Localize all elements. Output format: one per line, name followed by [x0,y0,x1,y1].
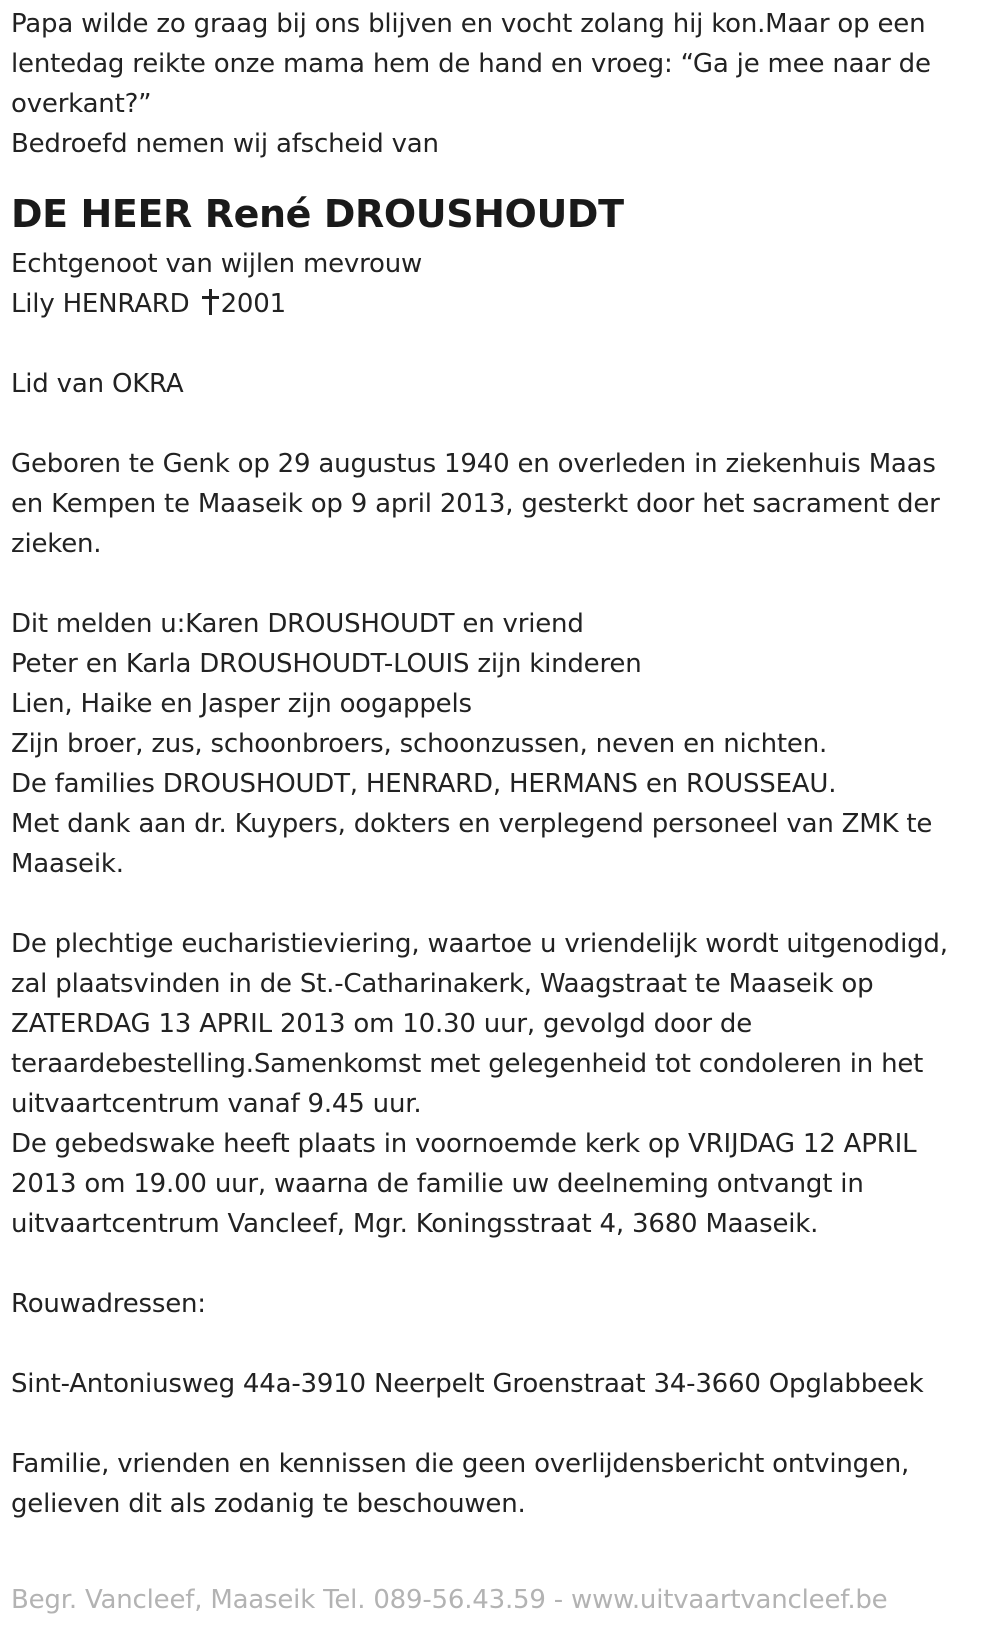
ceremony-line: De plechtige eucharistieviering, waartoe u vriendelijk wordt uitgenodigd, [11,929,948,959]
ceremony-line: uitvaartcentrum Vancleef, Mgr. Koningsstraat 4, 3680 Maaseik. [11,1209,819,1239]
spouse-name: Lily HENRARD [11,289,190,319]
ceremony-line: teraardebestelling.Samenkomst met gelegenheid tot condoleren in het [11,1049,924,1079]
ceremony-line: uitvaartcentrum vanaf 9.45 uur. [11,1089,422,1119]
family-line: Dit melden u:Karen DROUSHOUDT en vriend [11,609,584,639]
intro-line: overkant?” [11,89,152,119]
birth-death-line: zieken. [11,529,102,559]
closing-text [11,1444,996,1524]
ceremony-line: De gebedswake heeft plaats in voornoemde kerk op VRIJDAG 12 APRIL [11,1129,917,1159]
ceremony-line: 2013 om 19.00 uur, waarna de familie uw deelneming ontvangt in [11,1169,864,1199]
addresses: Sint-Antoniusweg 44a-3910 Neerpelt Groenstraat 34-3660 Opglabbeek [11,1369,924,1399]
ceremony-text [11,924,996,1244]
family-line: De families DROUSHOUDT, HENRARD, HERMANS en ROUSSEAU. [11,769,837,799]
spouse-death-year: 2001 [220,289,286,319]
ceremony-line: ZATERDAG 13 APRIL 2013 om 10.30 uur, gevolgd door de [11,1009,753,1039]
family-list [11,604,996,884]
addresses-label: Rouwadressen: [11,1289,206,1319]
death-notice [11,4,996,1524]
spouse-info [11,244,996,324]
family-line: Maaseik. [11,849,124,879]
cross-icon [202,289,220,315]
spouse-name-line [11,284,996,324]
family-line: Peter en Karla DROUSHOUDT-LOUIS zijn kinderen [11,649,642,679]
ceremony-line: zal plaatsvinden in de St.-Catharinakerk, Waagstraat te Maaseik op [11,969,874,999]
membership: Lid van OKRA [11,369,184,399]
birth-death-line: en Kempen te Maaseik op 9 april 2013, gesterkt door het sacrament der [11,489,940,519]
family-line: Lien, Haike en Jasper zijn oogappels [11,689,472,719]
intro-text [11,4,996,164]
birth-death-text [11,444,996,564]
family-line: Met dank aan dr. Kuypers, dokters en verplegend personeel van ZMK te [11,809,933,839]
intro-line: Bedroefd nemen wij afscheid van [11,129,439,159]
closing-line: Familie, vrienden en kennissen die geen overlijdensbericht ontvingen, [11,1449,910,1479]
intro-line: Papa wilde zo graag bij ons blijven en vocht zolang hij kon.Maar op een [11,9,926,39]
family-line: Zijn broer, zus, schoonbroers, schoonzussen, neven en nichten. [11,729,828,759]
spouse-line: Echtgenoot van wijlen mevrouw [11,249,423,279]
deceased-name: DE HEER René DROUSHOUDT [11,192,624,236]
intro-line: lentedag reikte onze mama hem de hand en vroeg: “Ga je mee naar de [11,49,931,79]
closing-line: gelieven dit als zodanig te beschouwen. [11,1489,526,1519]
birth-death-line: Geboren te Genk op 29 augustus 1940 en overleden in ziekenhuis Maas [11,449,936,479]
funeral-home-footer: Begr. Vancleef, Maaseik Tel. 089-56.43.59 - www.uitvaartvancleef.be [11,1585,888,1615]
